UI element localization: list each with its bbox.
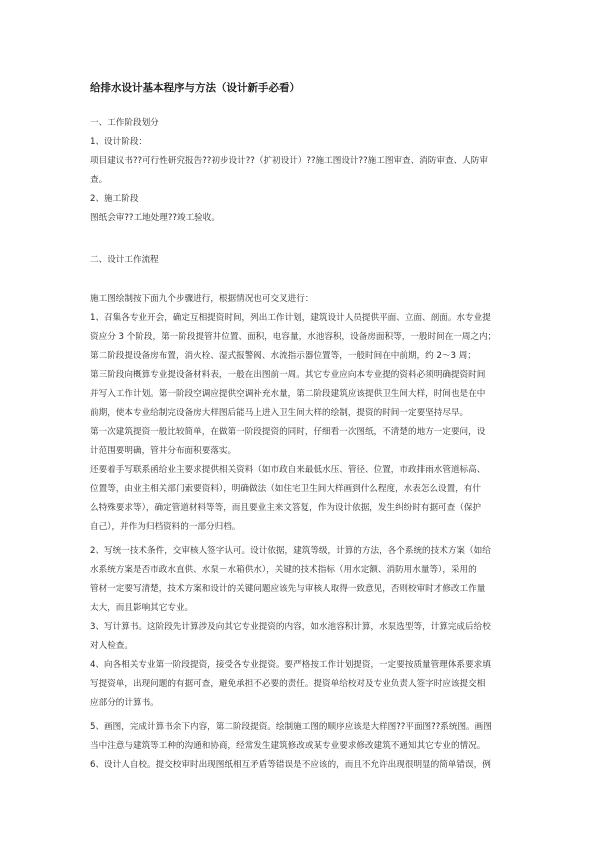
- paragraph-line: 位置等，由业主相关部门索要资料），明确做法（如住宅卫生间大样画到什么程度，水表怎么设置，有什: [90, 484, 482, 494]
- paragraph-line: 并写入工作计划。第一阶段空调应提供空调补充水量，第二阶段建筑应该提供卫生间大样，时间也是在中: [90, 389, 486, 399]
- paragraph-line: 图纸会审??工地处理??竣工验收。: [90, 213, 220, 223]
- paragraph-line: 1、召集各专业开会，确定互相提资时间，列出工作计划，建筑设计人员提供平面、立面、剖面。水专业提: [90, 313, 491, 323]
- paragraph-line: 计范围要明确，管井分布面积要落实。: [90, 446, 237, 456]
- paragraph-line: 对人检查。: [90, 641, 133, 651]
- subsection-heading: 1、设计阶段：: [90, 137, 148, 147]
- section-heading: 一、工作阶段划分: [90, 118, 159, 128]
- paragraph-line: 么特殊要求等），确定管道材料等等，而且要业主来文答复，作为设计依据，发生纠纷时有据可查（保护: [90, 503, 482, 513]
- paragraph-line: 项目建议书??可行性研究报告??初步设计??（扩初设计）??施工图设计??施工图审查、消防审查、人防审: [90, 156, 488, 166]
- paragraph-line: 2、写统一技术条件，交审核人签字认可。设计依据，建筑等级，计算的方法，各个系统的技术方案（如给: [90, 546, 491, 556]
- paragraph-line: 查。: [90, 175, 108, 185]
- paragraph-line: 水系统方案是否市政水直供、水泵－水箱供水），关键的技术指标（用水定额、消防用水量等），采用的: [90, 565, 477, 575]
- paragraph-line: 当中注意与建筑等工种的沟通和协商，经常发生建筑修改或某专业要求修改建筑不通知其它专业的情况。: [90, 741, 486, 751]
- paragraph-line: 施工图绘制按下面九个步骤进行，根据情况也可交叉进行：: [90, 294, 314, 304]
- paragraph-line: 自己），并作为归档资料的一部分归档。: [90, 522, 241, 532]
- paragraph-line: 3、写计算书。这阶段先计算涉及向其它专业提资的内容，如水池容积计算，水泵选型等，计算完成后给校: [90, 622, 491, 632]
- document-title: 给排水设计基本程序与方法（设计新手必看）: [90, 82, 300, 94]
- paragraph-line: 资应分 3 个阶段，第一阶段提管井位置、面积，电容量，水池容积，设备房面积等，一般时间在一周之内；: [90, 332, 497, 342]
- paragraph-line: 第三阶段向概算专业提设备材料表，一般在出图前一周。其它专业应向本专业提的资料必须明确提资时间: [90, 370, 486, 380]
- paragraph-line: 前期，使本专业给制完设备房大样图后能马上进入卫生间大样的绘制，提资的时间一定要坚持尽早。: [90, 408, 469, 418]
- paragraph-line: 还要着手写联系函给业主要求提供相关资料（如市政自来最低水压、管径、位置，市政排雨水管道标高、: [90, 465, 486, 475]
- paragraph-line: 4、向各相关专业第一阶段提资，接受各专业提资。要严格按工作计划提资，一定要按质量管理体系要求填: [90, 660, 491, 670]
- paragraph-line: 应部分的计算书。: [90, 698, 159, 708]
- paragraph-line: 6、设计人自校。提交校审时出现图纸相互矛盾等错误是不应该的，而且不允许出现很明显的简单错误，例: [90, 760, 491, 770]
- paragraph-line: 第一次建筑提资一般比较简单，在做第一阶段提资的同时，仔细看一次图纸，不清楚的地方一定要问，设: [90, 427, 486, 437]
- paragraph-line: 第二阶段提设备房布置，消火栓、湿式报警阀、水流指示器位置等，一般时间在中前期，约 2～3 周；: [90, 351, 476, 361]
- paragraph-line: 太大，而且影响其它专业。: [90, 603, 194, 613]
- paragraph-line: 写提资单，出现问题的有据可查，避免承担不必要的责任。提资单给校对及专业负责人签字时应该提交相: [90, 679, 486, 689]
- section-heading: 二、设计工作流程: [90, 255, 159, 265]
- paragraph-line: 5、画图，完成计算书余下内容，第二阶段提资。绘制施工图的顺序应该是大样图??平面图??系统图。画图: [90, 722, 492, 732]
- paragraph-line: 管材一定要写清楚，技术方案和设计的关键问题应该先与审核人取得一致意见，否则校审时才修改工作量: [90, 584, 486, 594]
- subsection-heading: 2、施工阶段: [90, 194, 139, 204]
